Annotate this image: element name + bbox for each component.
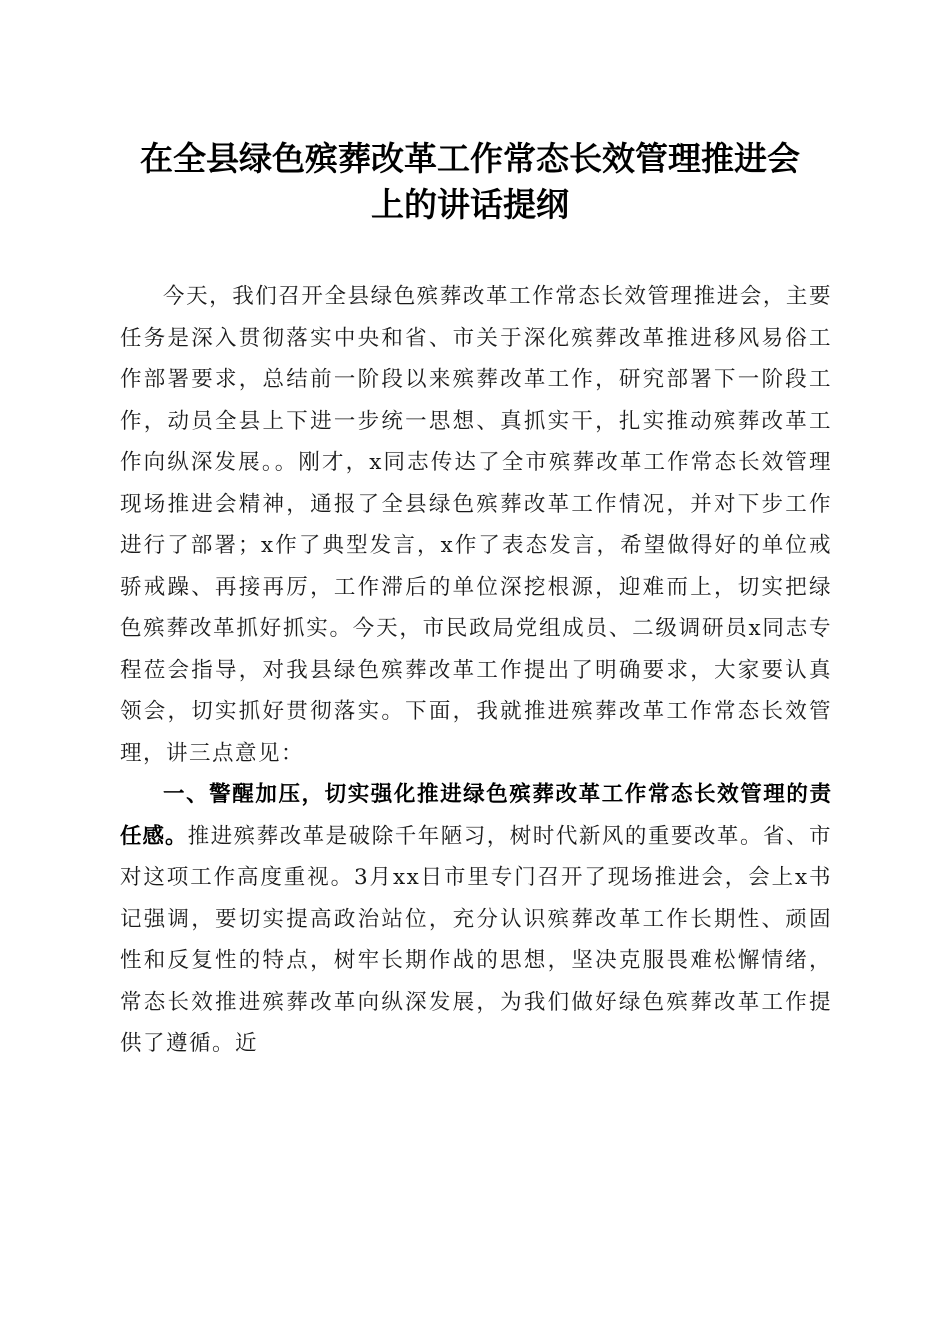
section-1-paragraph [120, 774, 832, 1065]
document-body [120, 276, 832, 1065]
section-1-heading: 一、警醒加压，切实强化推进绿色殡葬改革工作常态长效管理的责任感。 [120, 782, 832, 849]
section-1-text: 推进殡葬改革是破除千年陋习，树时代新风的重要改革。省、市对这项工作高度重视。3月xx日市里专门召开了现场推进会，会上x书记强调，要切实提高政治站位，充分认识殡葬改革工作长期性、顽固性和反复性的特点，树牢长期作战的思想，坚决克服畏难松懈情绪，常态长效推进殡葬改革向纵深发展，为我们做好绿色殡葬改革工作提供了遵循。近 [120, 823, 832, 1056]
document-title [100, 136, 840, 228]
title-line-2: 上的讲话提纲 [371, 185, 569, 224]
title-line-1: 在全县绿色殡葬改革工作常态长效管理推进会 [140, 139, 800, 178]
intro-paragraph: 今天，我们召开全县绿色殡葬改革工作常态长效管理推进会，主要任务是深入贯彻落实中央和省、市关于深化殡葬改革推进移风易俗工作部署要求，总结前一阶段以来殡葬改革工作，研究部署下一阶段工作，动员全县上下进一步统一思想、真抓实干，扎实推动殡葬改革工作向纵深发展。。刚才，x同志传达了全市殡葬改革工作常态长效管理现场推进会精神，通报了全县绿色殡葬改革工作情况，并对下步工作进行了部署；x作了典型发言，x作了表态发言，希望做得好的单位戒骄戒躁、再接再厉，工作滞后的单位深挖根源，迎难而上，切实把绿色殡葬改革抓好抓实。今天，市民政局党组成员、二级调研员x同志专程莅会指导，对我县绿色殡葬改革工作提出了明确要求，大家要认真领会，切实抓好贯彻落实。下面，我就推进殡葬改革工作常态长效管理，讲三点意见： [120, 284, 832, 766]
